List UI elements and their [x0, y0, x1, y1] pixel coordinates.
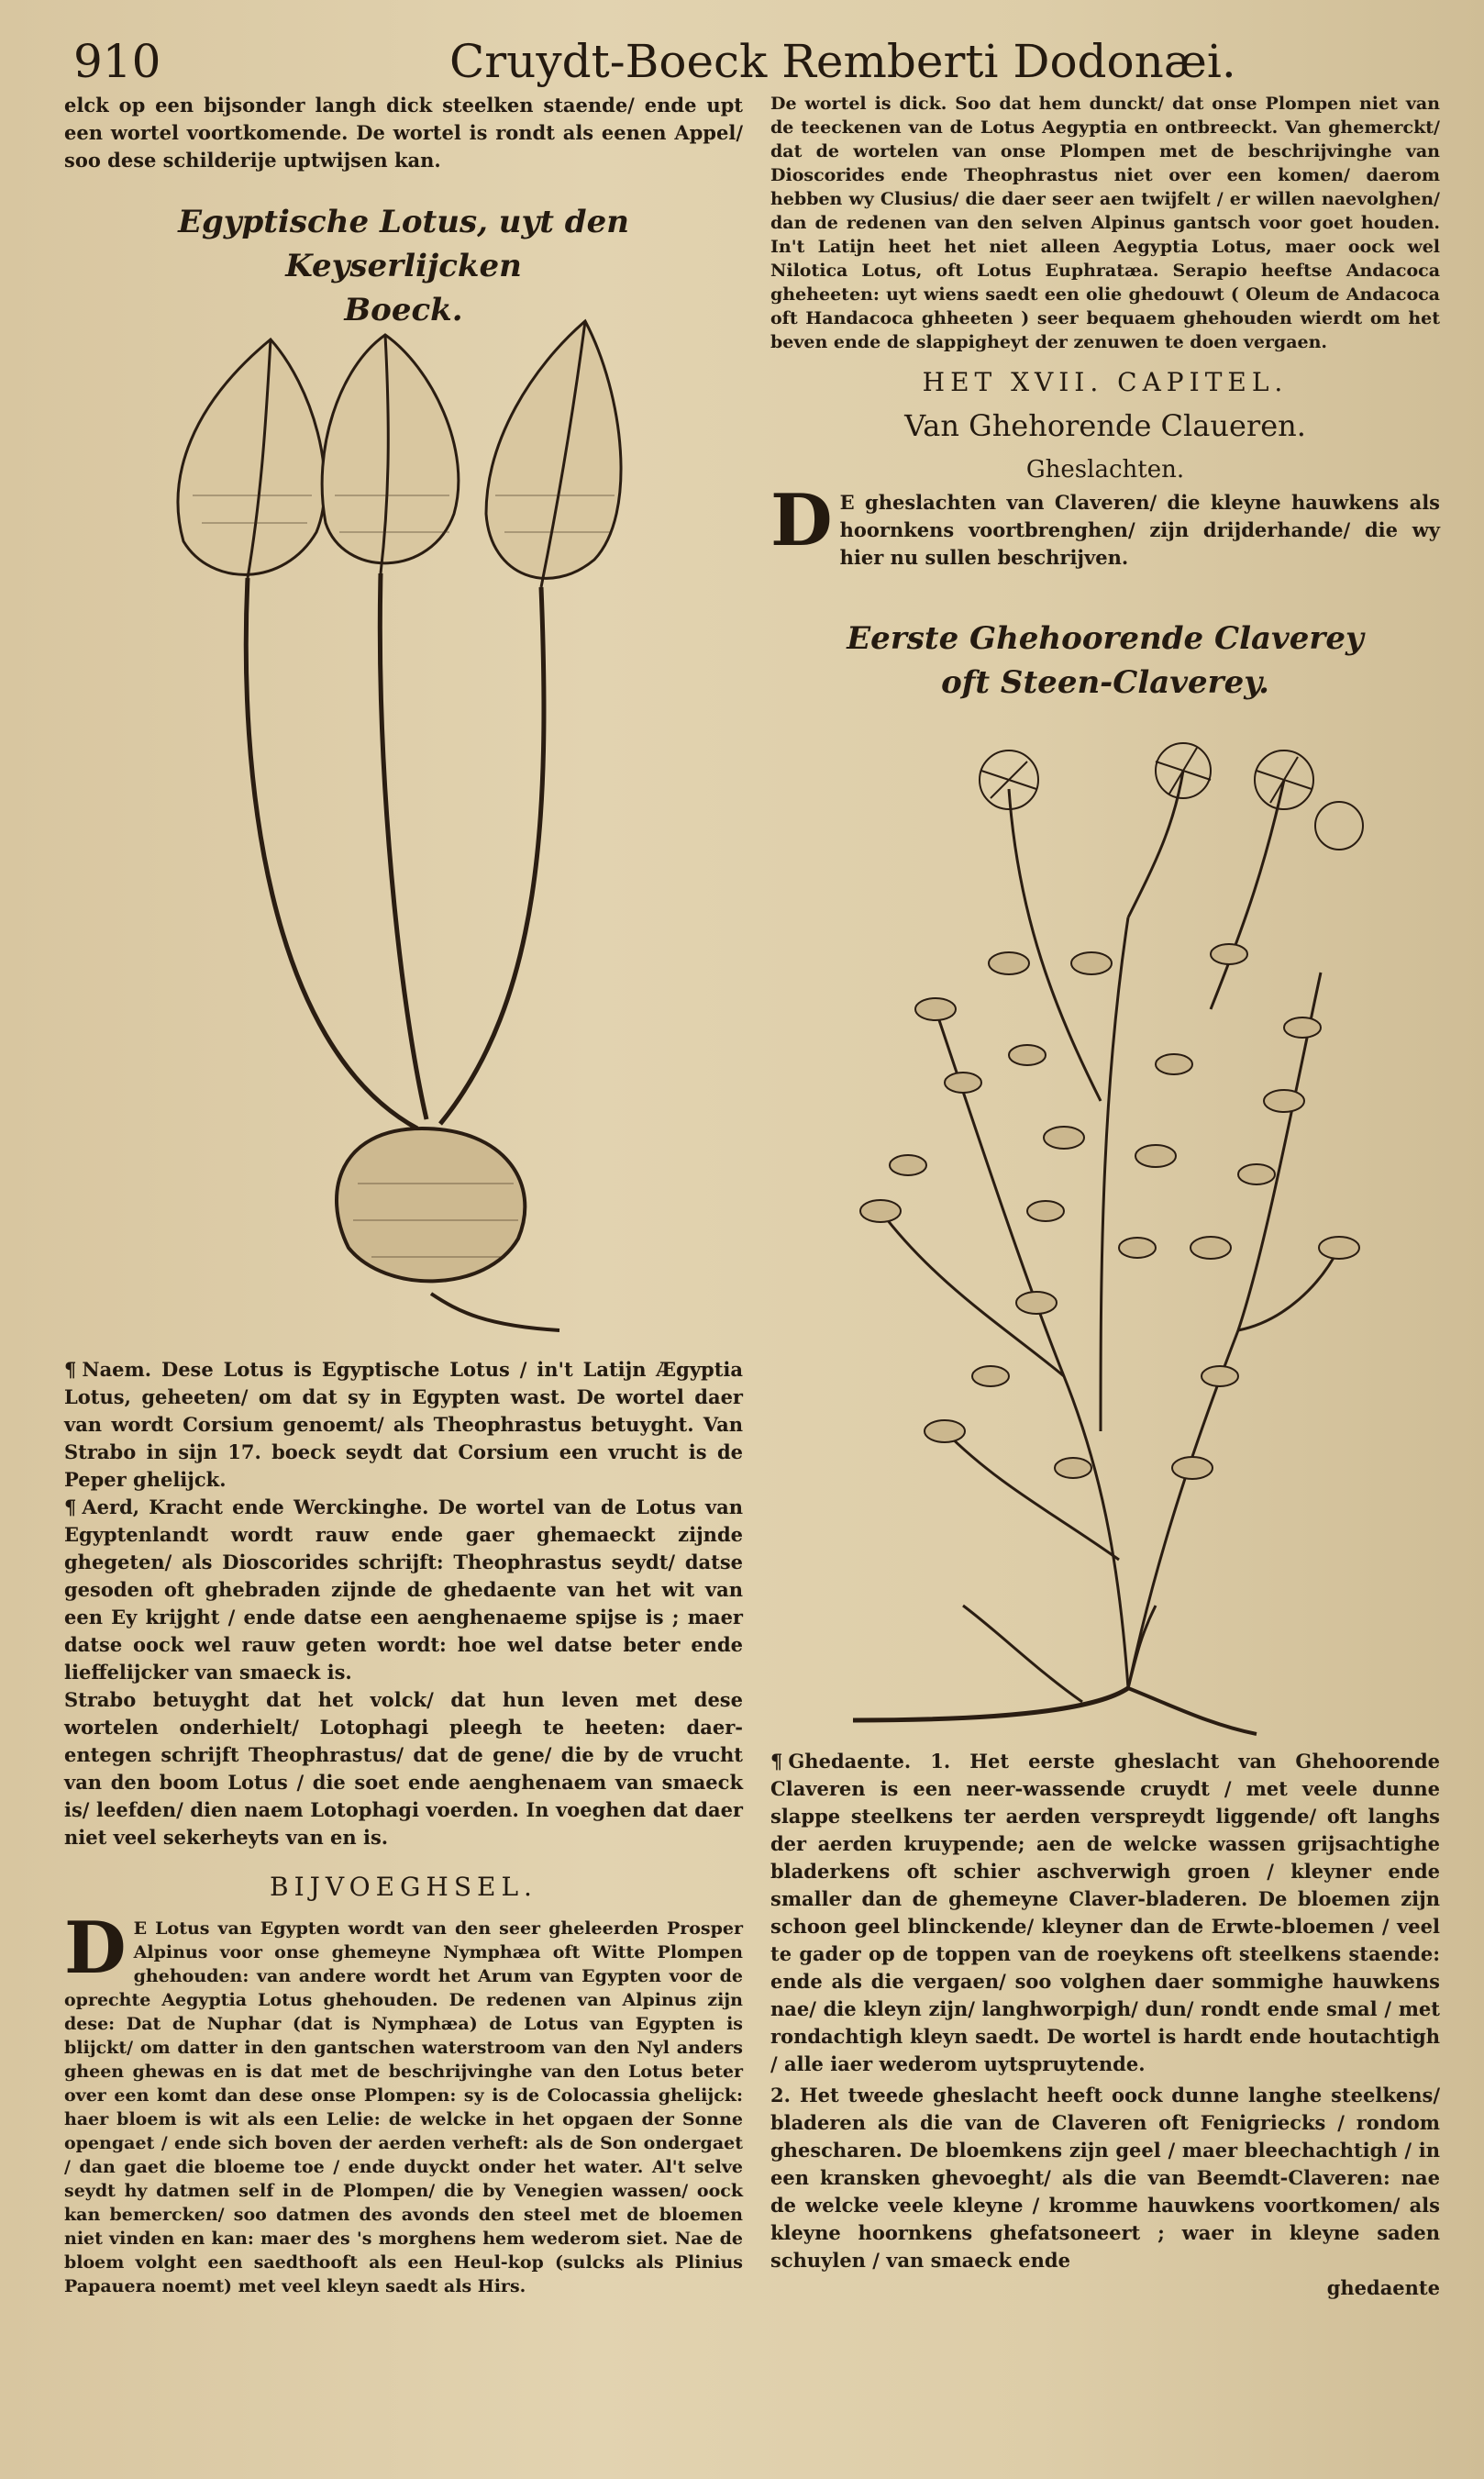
bijvoeghsel-text: E Lotus van Egypten wordt van den seer gheleerden Prosper Alpinus voor onse ghemeyne Nymphæa oft Witte Plompen ghehouden: van andere wordt het Arum van Egypten voor de oprechte Aegyptia Lotus ghehouden. De redenen van Alpinus zijn dese: Dat de Nuphar (dat is Nymphæa) de Lotus van Egypten is blijckt/ om datter in den gantschen waterstroom van den Nyl anders gheen ghewas en is dat met de beschrijvinghe van den Lotus beter over een komt dan dese onse Plompen: sy is de Colocassia ghelijck: haer bloem is wit als een Lelie: de welcke in het opgaen der Sonne opengaet / ende sich boven der aerden verheft: als de Son ondergaet / dan gaet die bloeme toe / ende duyckt onder het water. Al't selve seydt hy datmen self in de Plompen/ die by Venegien wassen/ oock kan bemercken/ soo datmen des avonds den steel met de bloemen niet vinden en kan: maer des 's morghens hem wederom siet. Nae de bloem volght een saedthooft als een Heul-kop (sulcks als Plinius Papauera noemt) met veel kleyn saedt als Hirs. — [64, 1918, 743, 2296]
lotus-stem — [440, 587, 544, 1124]
naem-text: Naem. Dese Lotus is Egyptische Lotus / in't Latijn Ægyptia Lotus, geheeten/ om dat sy in Egypten wast. De wortel daer van wordt Corsium genoemt/ als Theophrastus betuyght. Van Strabo in sijn 17. boeck seydt dat Corsium een vrucht is de Peper ghelijck. — [64, 1358, 743, 1491]
plant-stem — [1128, 973, 1321, 1688]
plant-stem — [1128, 771, 1183, 917]
left-caption-line2: Boeck. — [344, 292, 463, 328]
chapter-heading: HET XVII. CAPITEL. — [922, 367, 1289, 397]
plant-stem — [945, 1431, 1119, 1560]
right-column-top — [770, 92, 1440, 354]
plant-stem — [1101, 917, 1128, 1431]
lotus-leaf — [322, 335, 459, 563]
ghedaente-paragraph — [770, 1748, 1440, 2078]
right-caption-line2: oft Steen-Claverey. — [941, 664, 1269, 701]
naem-paragraph — [64, 1356, 743, 1494]
ghedaente-text: Ghedaente. 1. Het eerste gheslacht van Ghehoorende Claveren is een neer-wassende cruydt / met veele dunne slappe steelkens ter aerden verspreydt liggende/ oft langhs der aerden kruypende; aen de welcke wassen grijsachtighe bladerkens oft schier aschverwigh groen / kleyner ende smaller dan de ghemeyne Claver-bladeren. De bloemen zijn schoon geel blinckende/ kleyner dan de Erwte-bloemen / veel te gader op de toppen van de roeykens oft steelkens staende: ende als die vergaen/ soo volghen daer sommighe hauwkens nae/ die kleyn zijn/ langhworpigh/ dun/ rondt ende smal / met rondachtigh kleyn saedt. De wortel is hardt ende houtachtigh / alle iaer wederom uytspruytende. — [770, 1750, 1440, 2075]
right-top-text: De wortel is dick. Soo dat hem dunckt/ dat onse Plompen niet van de teeckenen van de Lotus Aegyptia en ontbreeckt. Van ghemerckt/ dat de wortelen van onse Plompen met de beschrijvinghe van Dioscorides ende Theophrastus niet over een komen/ daerom hebben wy Clusius/ die daer seer aen twijfelt / er willen naevolghen/ dan de redenen van den selven Alpinus gantsch voor goet houden. In't Latijn heet het niet alleen Aegyptia Lotus, maer oock wel Nilotica Lotus, oft Lotus Euphratæa. Serapio heeftse Andacoca gheheeten: uyt wiens saedt een olie ghedouwt ( Oleum de Andacoca oft Handacoca ghheeten ) seer bequaem ghehouden wierdt om het beven ende de slappigheyt der zenuwen te doen vergaen. — [770, 94, 1440, 352]
chapter-header — [770, 367, 1440, 572]
aerd-text: Aerd, Kracht ende Werckinghe. De wortel van de Lotus van Egyptenlandt wordt rauw ende gaer ghemaeckt zijnde ghegeten/ als Dioscorides schrijft: Theophrastus seydt/ datse gesoden oft ghebraden zijnde de ghedaente van het wit van een Ey krijght / ende datse een aenghenaeme spijse is ; maer datse oock wel rauw geten wordt: hoe wel datse beter ende lieffelijcker van smaeck is. — [64, 1495, 743, 1684]
geslachten-paragraph — [770, 479, 1440, 572]
page-number: 910 — [73, 35, 161, 88]
section-heading: BIJVOEGHSEL. — [270, 1872, 537, 1902]
egyptian-lotus-woodcut-icon — [156, 312, 670, 1349]
geslachten-label: Gheslachten. — [1025, 456, 1185, 484]
left-text-block — [64, 1356, 743, 2298]
pilcrow-icon: ¶ — [770, 1750, 783, 1773]
pilcrow-icon: ¶ — [64, 1495, 77, 1518]
chapter-title: Van Ghehorende Claueren. — [904, 408, 1306, 443]
plant-stem — [1238, 1248, 1339, 1330]
second-paragraph: 2. Het tweede gheslacht heeft oock dunne langhe steelkens/ bladeren als die van de Claveren oft Fenigriecks / rondom ghescharen. De bloemkens zijn geel / maer bleechachtigh / in een kransken ghevoeght/ als die van Beemdt-Claveren: nae de welcke veele kleyne / kromme hauwkens voortkomen/ als kleyne hoornkens ghefatsoneert ; waer in kleyne saden schuylen / van smaeck ende — [770, 2084, 1440, 2272]
lotus-root-bulb — [337, 1128, 525, 1281]
right-text-block — [770, 1748, 1440, 2302]
plant-stem — [936, 1009, 1128, 1688]
lotus-leaf — [486, 321, 621, 578]
right-figure-caption — [770, 617, 1440, 705]
bird-foot-trefoil-woodcut-icon — [825, 734, 1385, 1743]
plant-root — [963, 1606, 1082, 1702]
dropcap: D — [770, 479, 833, 562]
left-column — [64, 92, 743, 174]
page-header — [73, 35, 1429, 90]
pilcrow-icon: ¶ — [64, 1358, 77, 1381]
geslachten-text: E gheslachten van Claveren/ die kleyne hauwkens als hoornkens voortbrenghen/ zijn drijderhande/ die wy hier nu sullen beschrijven. — [839, 491, 1440, 569]
dropcap: D — [64, 1906, 127, 1990]
lotus-stem — [380, 573, 426, 1119]
strabo-paragraph: Strabo betuyght dat het volck/ dat hun leven met dese wortelen onderhielt/ Lotophagi pleegh te heeten: daer-entegen schrijft Theophrastus/ dat de gene/ die by de vrucht van den boom Lotus / die soet ende aenghenaem van smaeck is/ leefden/ dien naem Lotophagi voerden. In voeghen dat daer niet veel sekerheyts van en is. — [64, 1688, 743, 1849]
lotus-leaf — [178, 339, 325, 574]
running-title: Cruydt-Boeck Remberti Dodonæi. — [449, 35, 1236, 88]
plant-root — [1128, 1688, 1257, 1734]
aerd-paragraph — [64, 1494, 743, 1686]
plant-stem — [1211, 780, 1284, 1009]
flower-cluster — [1315, 802, 1363, 850]
left-intro-text: elck op een bijsonder langh dick steelken staende/ ende upt een wortel voortkomende. De wortel is rondt als eenen Appel/ soo dese schilderije uptwijsen kan. — [64, 94, 743, 172]
right-caption-line1: Eerste Ghehoorende Claverey — [847, 620, 1364, 657]
left-caption-line1: Egyptische Lotus, uyt den Keyserlijcken — [178, 204, 629, 284]
plant-root — [1128, 1606, 1156, 1688]
bijvoeghsel-paragraph — [64, 1906, 743, 2298]
catchword: ghedaente — [1326, 2276, 1440, 2299]
plant-root — [853, 1688, 1128, 1720]
